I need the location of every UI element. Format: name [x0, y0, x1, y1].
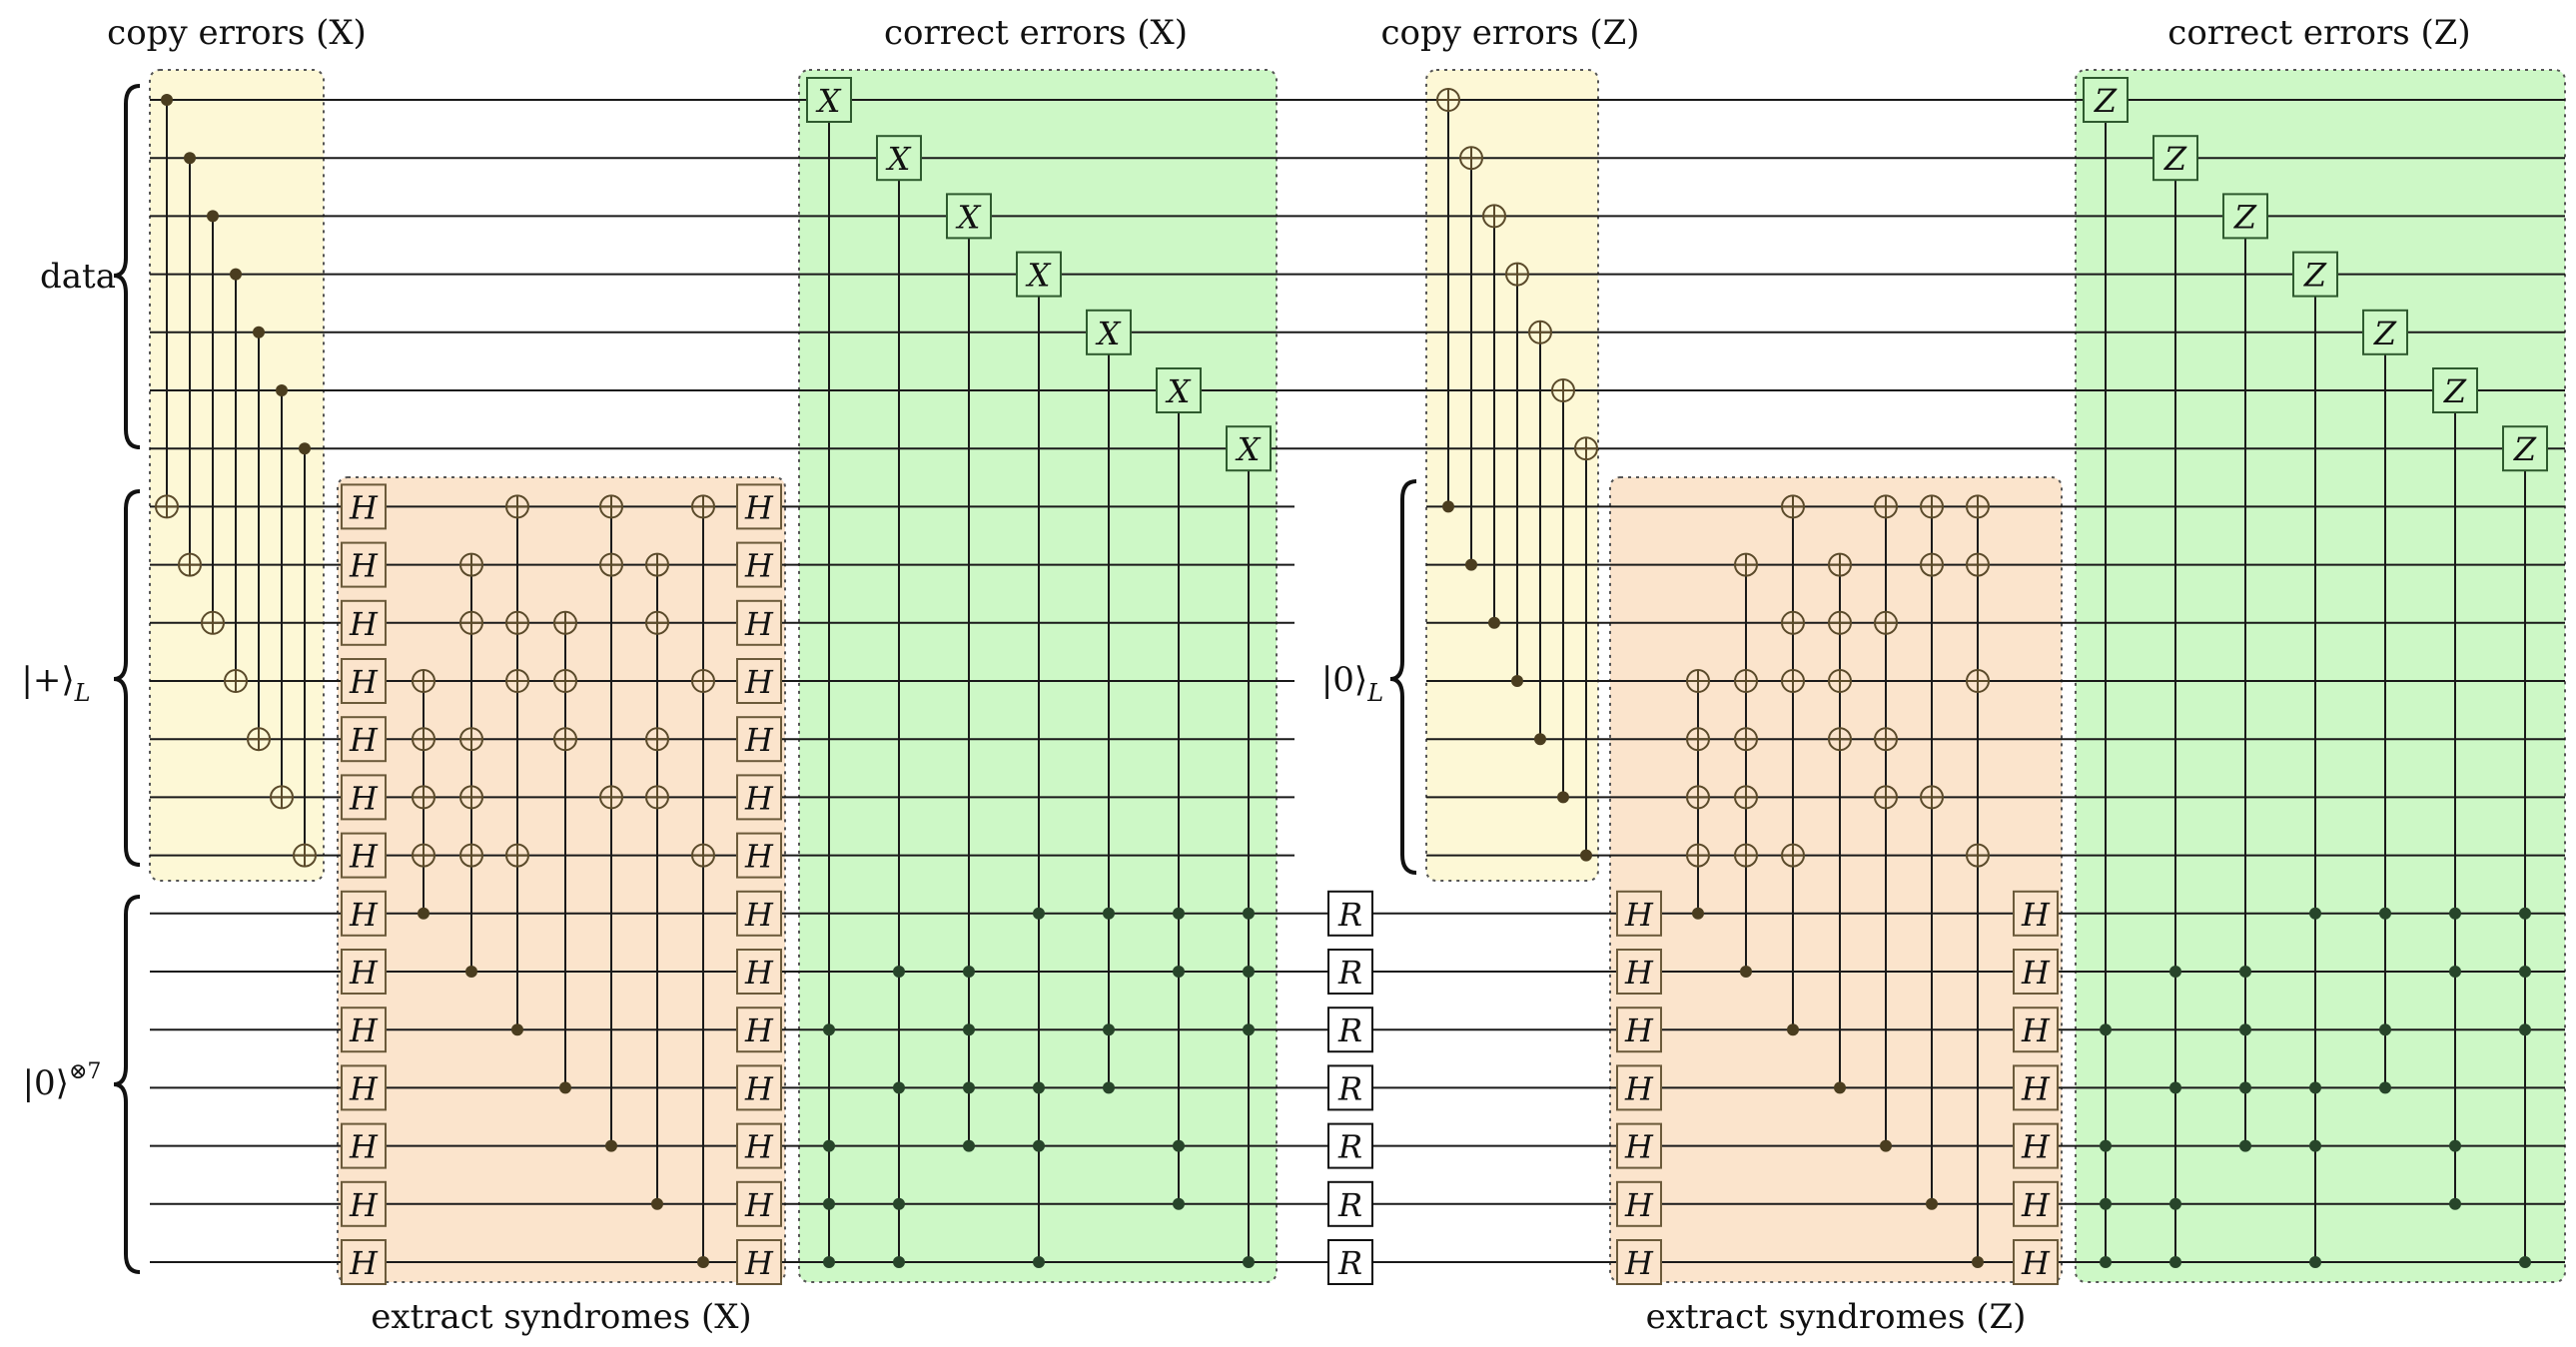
hadamard-gate — [1617, 1008, 1661, 1051]
syndrome-target — [554, 670, 576, 692]
syndrome-target — [1735, 786, 1757, 808]
syndrome-target — [646, 612, 668, 634]
zero7-register-brace — [114, 897, 140, 1272]
gate-label: H — [350, 663, 378, 701]
gate-label: R — [1337, 1011, 1363, 1050]
syndrome-control-dot — [418, 908, 429, 920]
gate-label: Z — [2373, 314, 2397, 352]
correction-control-dot — [893, 1256, 905, 1268]
syndrome-target — [460, 728, 482, 750]
gate-label: Z — [2443, 372, 2467, 410]
control-dot — [1488, 617, 1500, 629]
gate-label: Z — [2303, 256, 2327, 295]
hadamard-gate — [737, 1240, 781, 1284]
gate-label: H — [350, 488, 378, 527]
gate-label: H — [350, 1011, 378, 1050]
correction-control-dot — [2100, 1023, 2112, 1035]
z-correction-gate — [2293, 253, 2337, 297]
gate-label: H — [350, 1185, 378, 1224]
syndrome-target — [460, 554, 482, 576]
cnot-target — [1552, 379, 1574, 401]
hadamard-gate — [737, 1065, 781, 1109]
hadamard-gate — [737, 892, 781, 936]
control-dot — [253, 327, 265, 338]
correction-control-dot — [2309, 908, 2321, 920]
correction-control-dot — [2449, 966, 2461, 978]
hadamard-gate — [1617, 1182, 1661, 1226]
gate-label: H — [1625, 1069, 1653, 1108]
syndrome-target — [1921, 786, 1943, 808]
syndrome-target — [692, 670, 714, 692]
hadamard-gate — [342, 1008, 386, 1051]
correction-control-dot — [893, 1198, 905, 1210]
gate-label: H — [745, 1185, 773, 1224]
correction-control-dot — [1103, 1023, 1115, 1035]
zero7-ket: |0⟩ — [22, 1063, 69, 1103]
syndrome-target — [692, 495, 714, 517]
hadamard-gate — [737, 717, 781, 761]
hadamard-gate — [737, 1008, 781, 1051]
gate-label: R — [1337, 1185, 1363, 1224]
syndrome-control-dot — [1834, 1081, 1846, 1093]
correction-control-dot — [1173, 1140, 1185, 1152]
hadamard-gate — [342, 775, 386, 819]
cnot-target — [1483, 205, 1505, 227]
correction-control-dot — [963, 1140, 975, 1152]
correction-control-dot — [1033, 1256, 1045, 1268]
gate-label: R — [1337, 895, 1363, 934]
correction-control-dot — [893, 966, 905, 978]
correction-control-dot — [2449, 1198, 2461, 1210]
z-correction-gate — [2153, 136, 2197, 180]
correction-control-dot — [2239, 1081, 2251, 1093]
syndrome-target — [1687, 845, 1709, 867]
control-dot — [1511, 675, 1523, 687]
correction-control-dot — [2519, 1256, 2531, 1268]
syndrome-control-dot — [1880, 1140, 1892, 1152]
cnot-target — [1529, 322, 1551, 343]
zero-l-subscript: L — [1367, 679, 1384, 707]
x-correction-gate — [807, 78, 851, 122]
gate-label: H — [745, 546, 773, 585]
syndrome-target — [1921, 495, 1943, 517]
cnot-target — [202, 612, 224, 634]
correction-control-dot — [2309, 1081, 2321, 1093]
plus-l-register-brace — [114, 491, 140, 865]
hadamard-gate — [342, 484, 386, 528]
correction-control-dot — [1173, 1198, 1185, 1210]
correction-control-dot — [1243, 908, 1255, 920]
syndrome-target — [413, 728, 434, 750]
hadamard-gate — [737, 601, 781, 645]
syndrome-control-dot — [1972, 1256, 1984, 1268]
correction-control-dot — [2239, 1140, 2251, 1152]
control-dot — [161, 94, 173, 106]
correction-control-dot — [893, 1081, 905, 1093]
syndrome-target — [1967, 495, 1989, 517]
syndrome-target — [1782, 845, 1804, 867]
correction-control-dot — [2239, 966, 2251, 978]
gate-label: H — [1625, 1127, 1653, 1166]
reset-gate — [1328, 1065, 1372, 1109]
correction-control-dot — [2169, 966, 2181, 978]
correction-control-dot — [823, 1256, 835, 1268]
hadamard-gate — [342, 834, 386, 878]
x-correction-gate — [877, 136, 921, 180]
correction-control-dot — [2379, 908, 2391, 920]
syndrome-control-dot — [511, 1023, 523, 1035]
gate-label: Z — [2094, 82, 2118, 120]
data-register-label: data — [40, 257, 116, 297]
correction-control-dot — [2379, 1081, 2391, 1093]
correction-control-dot — [2239, 1023, 2251, 1035]
correction-control-dot — [963, 1023, 975, 1035]
syndrome-target — [1782, 612, 1804, 634]
control-dot — [207, 210, 219, 222]
syndrome-target — [506, 845, 528, 867]
syndrome-control-dot — [465, 966, 477, 978]
syndrome-target — [460, 845, 482, 867]
gate-label: H — [745, 1244, 773, 1282]
z-correction-gate — [2503, 426, 2547, 470]
correction-control-dot — [2100, 1198, 2112, 1210]
hadamard-gate — [342, 717, 386, 761]
hadamard-gate — [2014, 1182, 2058, 1226]
syndrome-control-dot — [1740, 966, 1752, 978]
cnot-target — [1437, 89, 1459, 111]
cnot-target — [1460, 147, 1482, 169]
correction-control-dot — [823, 1023, 835, 1035]
gate-label: H — [2022, 1185, 2050, 1224]
syndrome-target — [600, 554, 622, 576]
extract-syndromes-z-title: extract syndromes (Z) — [1645, 1297, 2027, 1337]
syndrome-target — [646, 728, 668, 750]
syndrome-control-dot — [1787, 1023, 1799, 1035]
hadamard-gate — [342, 1065, 386, 1109]
syndrome-target — [1782, 670, 1804, 692]
syndrome-target — [554, 728, 576, 750]
syndrome-target — [1735, 845, 1757, 867]
hadamard-gate — [737, 834, 781, 878]
gate-label: R — [1337, 954, 1363, 992]
control-dot — [1557, 791, 1569, 803]
x-correction-gate — [1017, 253, 1061, 297]
correction-control-dot — [1243, 1023, 1255, 1035]
gate-label: H — [350, 1127, 378, 1166]
z-correction-gate — [2223, 194, 2267, 238]
gate-label: H — [2022, 895, 2050, 934]
syndrome-target — [1875, 786, 1897, 808]
plus-l-ket: |+⟩ — [21, 660, 75, 700]
extract-syndromes-x-title: extract syndromes (X) — [371, 1297, 752, 1337]
reset-gate — [1328, 1182, 1372, 1226]
gate-label: H — [745, 721, 773, 760]
zero-l-register-label — [1321, 660, 1383, 707]
reset-gate — [1328, 1240, 1372, 1284]
hadamard-gate — [342, 659, 386, 703]
syndrome-target — [1967, 670, 1989, 692]
syndrome-target — [1967, 554, 1989, 576]
syndrome-target — [1875, 728, 1897, 750]
syndrome-target — [1829, 670, 1851, 692]
reset-gate — [1328, 950, 1372, 994]
copy-errors-x-title: copy errors (X) — [107, 13, 367, 53]
correct-errors-x-title: correct errors (X) — [884, 13, 1188, 53]
correction-control-dot — [2309, 1140, 2321, 1152]
hadamard-gate — [737, 950, 781, 994]
correction-control-dot — [2449, 1140, 2461, 1152]
correction-control-dot — [1243, 1256, 1255, 1268]
syndrome-target — [413, 845, 434, 867]
gate-label: Z — [2513, 430, 2537, 469]
plus-l-subscript: L — [74, 679, 91, 707]
syndrome-target — [1967, 845, 1989, 867]
hadamard-gate — [1617, 1124, 1661, 1168]
syndrome-target — [600, 495, 622, 517]
gate-label: H — [745, 837, 773, 876]
correction-control-dot — [1173, 908, 1185, 920]
gate-label: R — [1337, 1069, 1363, 1108]
syndrome-target — [1687, 786, 1709, 808]
gate-label: H — [350, 1244, 378, 1282]
correction-control-dot — [2309, 1256, 2321, 1268]
syndrome-target — [1735, 554, 1757, 576]
gate-label: H — [745, 663, 773, 701]
syndrome-target — [413, 670, 434, 692]
z-correction-gate — [2433, 368, 2477, 412]
syndrome-target — [1875, 495, 1897, 517]
correction-control-dot — [1103, 1081, 1115, 1093]
correction-control-dot — [823, 1198, 835, 1210]
gate-label: R — [1337, 1127, 1363, 1166]
cnot-target — [271, 786, 293, 808]
syndrome-target — [646, 786, 668, 808]
plus-l-register-label — [21, 660, 90, 707]
hadamard-gate — [1617, 892, 1661, 936]
gate-label: H — [350, 546, 378, 585]
x-correction-gate — [1087, 311, 1131, 354]
hadamard-gate — [1617, 1240, 1661, 1284]
hadamard-gate — [2014, 892, 2058, 936]
correction-control-dot — [2449, 908, 2461, 920]
gate-label: H — [2022, 1127, 2050, 1166]
syndrome-target — [413, 786, 434, 808]
hadamard-gate — [2014, 1008, 2058, 1051]
gate-label: H — [350, 779, 378, 818]
syndrome-target — [1735, 670, 1757, 692]
control-dot — [1465, 559, 1477, 571]
gate-label: H — [1625, 954, 1653, 992]
syndrome-target — [1829, 728, 1851, 750]
hadamard-gate — [737, 543, 781, 587]
syndrome-target — [600, 786, 622, 808]
syndrome-target — [1687, 728, 1709, 750]
z-correction-gate — [2363, 311, 2407, 354]
control-dot — [299, 442, 311, 454]
hadamard-gate — [2014, 1065, 2058, 1109]
correction-control-dot — [2519, 966, 2531, 978]
syndrome-target — [692, 845, 714, 867]
syndrome-control-dot — [559, 1081, 571, 1093]
cnot-target — [1575, 437, 1597, 459]
correction-control-dot — [963, 1081, 975, 1093]
hadamard-gate — [342, 1240, 386, 1284]
syndrome-target — [506, 612, 528, 634]
gate-label: H — [350, 954, 378, 992]
correction-control-dot — [1033, 908, 1045, 920]
correction-control-dot — [2100, 1140, 2112, 1152]
gate-label: H — [2022, 1069, 2050, 1108]
gate-label: H — [2022, 954, 2050, 992]
correction-control-dot — [1243, 966, 1255, 978]
control-dot — [276, 384, 288, 396]
hadamard-gate — [342, 543, 386, 587]
syndrome-target — [1687, 670, 1709, 692]
correction-control-dot — [2379, 1023, 2391, 1035]
syndrome-control-dot — [1926, 1198, 1938, 1210]
copy-errors-z-title: copy errors (Z) — [1380, 13, 1640, 53]
syndrome-target — [1735, 728, 1757, 750]
correct-errors-z-title: correct errors (Z) — [2167, 13, 2471, 53]
gate-label: X — [1167, 372, 1191, 410]
x-correction-gate — [1157, 368, 1201, 412]
hadamard-gate — [342, 601, 386, 645]
gate-label: H — [2022, 1011, 2050, 1050]
gate-label: H — [1625, 1185, 1653, 1224]
copy-errors-z-region — [1426, 70, 1598, 881]
control-dot — [184, 152, 196, 164]
extract-syndromes-x-region — [338, 477, 785, 1282]
syndrome-target — [460, 612, 482, 634]
syndrome-control-dot — [651, 1198, 663, 1210]
syndrome-target — [554, 612, 576, 634]
correction-control-dot — [2519, 908, 2531, 920]
syndrome-target — [506, 670, 528, 692]
cnot-target — [1506, 264, 1528, 286]
reset-gate — [1328, 892, 1372, 936]
gate-label: H — [1625, 1244, 1653, 1282]
hadamard-gate — [2014, 1124, 2058, 1168]
syndrome-control-dot — [697, 1256, 709, 1268]
gate-label: H — [745, 954, 773, 992]
cnot-target — [294, 845, 316, 867]
gate-label: H — [350, 604, 378, 643]
syndrome-target — [646, 554, 668, 576]
gate-label: H — [745, 895, 773, 934]
hadamard-gate — [342, 1182, 386, 1226]
hadamard-gate — [737, 1182, 781, 1226]
gate-label: H — [745, 604, 773, 643]
zero7-register-label — [23, 1059, 102, 1103]
gate-label: X — [1237, 430, 1261, 469]
gate-label: H — [1625, 895, 1653, 934]
control-dot — [1442, 500, 1454, 512]
gate-label: H — [350, 1069, 378, 1108]
correction-control-dot — [2100, 1256, 2112, 1268]
gate-label: X — [817, 82, 841, 120]
syndrome-control-dot — [1692, 908, 1704, 920]
gate-label: Z — [2233, 198, 2257, 237]
syndrome-target — [1782, 495, 1804, 517]
zero-l-register-brace — [1390, 481, 1416, 873]
hadamard-gate — [2014, 1240, 2058, 1284]
correction-control-dot — [823, 1140, 835, 1152]
syndrome-target — [460, 786, 482, 808]
correction-control-dot — [2169, 1256, 2181, 1268]
hadamard-gate — [1617, 1065, 1661, 1109]
zero-l-ket: |0⟩ — [1320, 660, 1368, 700]
gate-label: X — [1097, 314, 1121, 352]
gate-label: X — [957, 198, 981, 237]
hadamard-gate — [1617, 950, 1661, 994]
gate-label: X — [1027, 256, 1051, 295]
control-dot — [230, 269, 242, 281]
hadamard-gate — [737, 484, 781, 528]
syndrome-control-dot — [605, 1140, 617, 1152]
gate-label: H — [350, 895, 378, 934]
reset-gate — [1328, 1124, 1372, 1168]
gate-label: H — [745, 488, 773, 527]
correction-control-dot — [1173, 966, 1185, 978]
cnot-target — [179, 554, 201, 576]
correction-control-dot — [1103, 908, 1115, 920]
zero7-superscript: ⊗7 — [68, 1059, 102, 1084]
correction-control-dot — [963, 966, 975, 978]
cnot-target — [248, 728, 270, 750]
gate-label: H — [745, 1069, 773, 1108]
control-dot — [1534, 733, 1546, 745]
gate-label: H — [2022, 1244, 2050, 1282]
correction-control-dot — [2169, 1198, 2181, 1210]
cnot-target — [156, 495, 178, 517]
hadamard-gate — [2014, 950, 2058, 994]
syndrome-target — [506, 495, 528, 517]
gate-label: H — [350, 837, 378, 876]
correction-control-dot — [2169, 1081, 2181, 1093]
data-register-brace — [114, 86, 140, 447]
gate-label: R — [1337, 1244, 1363, 1282]
gate-label: Z — [2163, 140, 2187, 179]
control-dot — [1580, 850, 1592, 862]
cnot-target — [225, 670, 247, 692]
syndrome-target — [1829, 554, 1851, 576]
reset-gate — [1328, 1008, 1372, 1051]
correction-control-dot — [1033, 1081, 1045, 1093]
gate-label: X — [887, 140, 911, 179]
hadamard-gate — [342, 892, 386, 936]
gate-label: H — [350, 721, 378, 760]
hadamard-gate — [342, 1124, 386, 1168]
hadamard-gate — [342, 950, 386, 994]
correction-control-dot — [1033, 1140, 1045, 1152]
x-correction-gate — [1227, 426, 1271, 470]
extract-syndromes-z-region — [1610, 477, 2062, 1282]
syndrome-target — [1875, 612, 1897, 634]
x-correction-gate — [947, 194, 991, 238]
syndrome-target — [1829, 612, 1851, 634]
correction-control-dot — [2519, 1023, 2531, 1035]
gate-label: H — [745, 1127, 773, 1166]
hadamard-gate — [737, 775, 781, 819]
syndrome-target — [1921, 554, 1943, 576]
gate-label: H — [1625, 1011, 1653, 1050]
gate-label: H — [745, 779, 773, 818]
gate-label: H — [745, 1011, 773, 1050]
z-correction-gate — [2084, 78, 2128, 122]
hadamard-gate — [737, 1124, 781, 1168]
hadamard-gate — [737, 659, 781, 703]
